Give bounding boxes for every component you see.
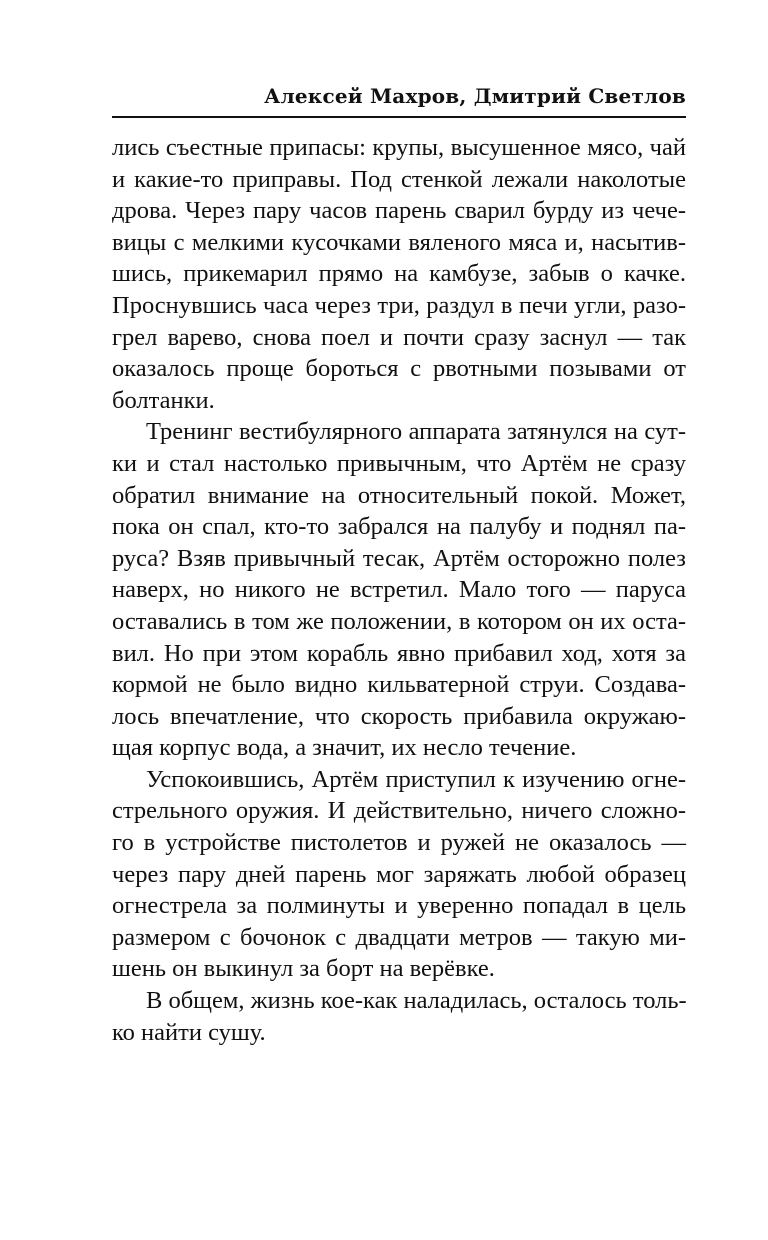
body-text xyxy=(112,132,686,1048)
paragraph xyxy=(112,416,686,764)
text-line: обратил внимание на относительный покой. Может, xyxy=(112,481,686,509)
text-line: го в устройстве пистолетов и ружей не оказалось — xyxy=(112,829,686,857)
running-header-title: Алексей Махров, Дмитрий Светлов xyxy=(264,84,686,108)
text-line: наверх, но никого не встретил. Мало того — паруса xyxy=(112,576,686,604)
text-line: Успокоившись, Артём приступил к изучению огне- xyxy=(146,765,686,793)
text-line: дрова. Через пару часов парень сварил бурду из чече- xyxy=(112,197,686,225)
paragraph xyxy=(112,985,686,1048)
text-line: вицы с мелкими кусочками вяленого мяса и, насытив- xyxy=(112,228,686,256)
text-line: пока он спал, кто-то забрался на палубу и поднял па- xyxy=(112,513,686,541)
text-line: лось впечатление, что скорость прибавила окружаю- xyxy=(112,702,686,730)
text-line: щая корпус вода, а значит, их несло течение. xyxy=(112,734,577,762)
text-line: вил. Но при этом корабль явно прибавил ход, хотя за xyxy=(112,639,686,667)
text-line: шись, прикемарил прямо на камбузе, забыв о качке. xyxy=(112,260,686,288)
text-line: кормой не было видно кильватерной струи. Создава- xyxy=(112,671,686,699)
text-line: через пару дней парень мог заряжать любой образец xyxy=(112,860,686,888)
text-line: ки и стал настолько привычным, что Артём не сразу xyxy=(112,449,686,477)
text-line: В общем, жизнь кое-как наладилась, осталось толь- xyxy=(146,987,687,1015)
text-line: оказалось проще бороться с рвотными позывами от xyxy=(112,355,686,383)
header-rule xyxy=(112,116,686,118)
paragraph xyxy=(112,764,686,985)
text-line: болтанки. xyxy=(112,386,215,414)
text-line: оставались в том же положении, в котором он их оста- xyxy=(112,607,686,635)
text-line: шень он выкинул за борт на верёвке. xyxy=(112,955,495,983)
text-line: грел варево, снова поел и почти сразу заснул — так xyxy=(112,323,686,351)
text-line: руса? Взяв привычный тесак, Артём осторожно полез xyxy=(112,544,686,572)
text-line: стрельного оружия. И действительно, ничего сложно- xyxy=(112,797,686,825)
paragraph xyxy=(112,132,686,416)
text-line: и какие-то приправы. Под стенкой лежали наколотые xyxy=(112,165,686,193)
text-line: лись съестные припасы: крупы, высушенное мясо, чай xyxy=(112,134,686,161)
text-line: огнестрела за полминуты и уверенно попадал в цель xyxy=(112,892,686,920)
text-line: ко найти сушу. xyxy=(112,1018,266,1046)
text-line: Проснувшись часа через три, раздул в печи угли, разо- xyxy=(112,291,686,319)
text-line: размером с бочонок с двадцати метров — такую ми- xyxy=(112,923,686,951)
text-line: Тренинг вестибулярного аппарата затянулся на сут- xyxy=(146,418,686,446)
